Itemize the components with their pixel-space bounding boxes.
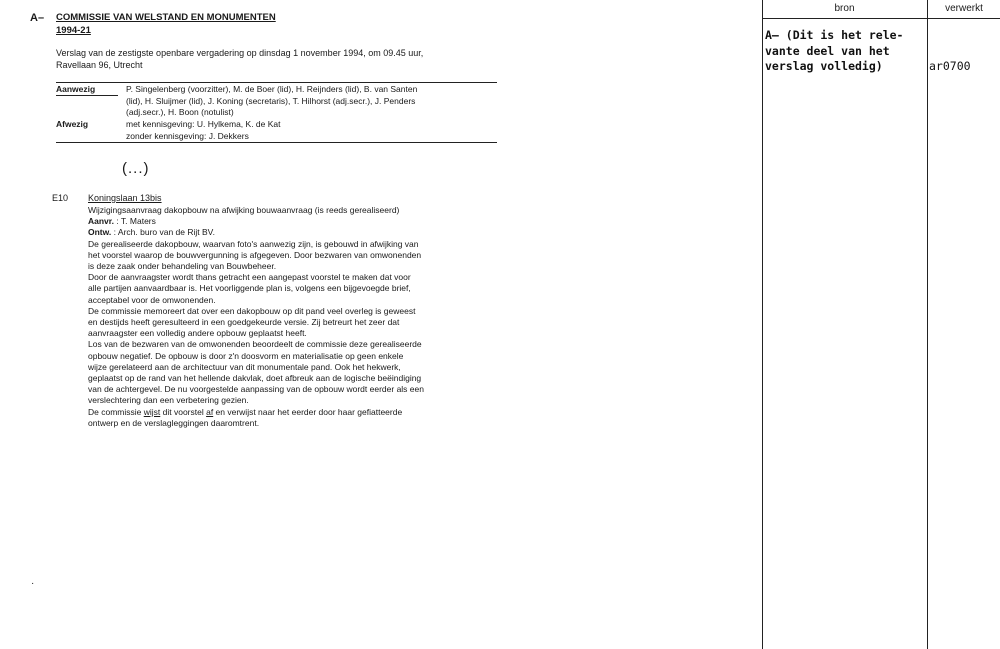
agenda-item-body (88, 205, 498, 429)
body-line: acceptabel voor de omwonenden. (88, 294, 216, 305)
body-line: Los van de bezwaren van de omwonenden beoordeelt de commissie deze gerealiseerde (88, 339, 422, 350)
absent-line-2: zonder kennisgeving: J. Dekkers (126, 130, 249, 141)
decision-text-c: en verwijst naar het eerder door haar gefiatteerde (213, 406, 403, 417)
body-line: wijze gerelateerd aan de architectuur van dit monumentale pand. Ook het hekwerk, (88, 361, 401, 372)
applicant-value: : T. Maters (114, 216, 156, 227)
stray-dot: · (31, 578, 35, 589)
body-line: opbouw negatief. De opbouw is door z'n doosvorm en materialisatie op geen enkele (88, 350, 404, 361)
source-note-line-2: vante deel van het (765, 43, 890, 58)
body-line: verslechtering dan een verbetering gezien. (88, 395, 249, 406)
decision-af: af (206, 406, 214, 417)
decision-text-b: dit voorstel (160, 406, 207, 417)
attendance-top-rule (56, 82, 497, 83)
intro-line-2: Ravellaan 96, Utrecht (56, 60, 143, 70)
body-line: aanvraagster een volledig andere opbouw geplaatst heeft. (88, 328, 307, 339)
absent-list (126, 119, 498, 142)
source-note (765, 28, 903, 75)
decision-text-a: De commissie (88, 406, 144, 417)
source-note-line-1: A– (Dit is het rele- (765, 28, 904, 42)
decision-line-2: ontwerp en de verslagleggingen daaromtrent. (88, 417, 260, 428)
meeting-intro (56, 47, 423, 71)
form-header-rule (762, 18, 1000, 19)
designer-label: Ontw. (88, 227, 112, 238)
absent-label: Afwezig (56, 119, 89, 129)
intro-line-1: Verslag van de zestigste openbare vergadering op dinsdag 1 november 1994, om 09.45 uur, (56, 48, 424, 58)
attendance-bottom-rule (56, 142, 497, 143)
decision-line (88, 407, 498, 418)
item-applicant (88, 216, 498, 227)
body-line: De commissie memoreert dat over een dakopbouw op dit pand veel overleg is geweest (88, 305, 416, 316)
document-number: 1994-21 (56, 25, 91, 36)
present-label-rule (56, 95, 118, 96)
applicant-label: Aanvr. (88, 216, 114, 227)
present-label: Aanwezig (56, 84, 96, 94)
item-designer (88, 227, 498, 238)
present-line-1: P. Singelenberg (voorzitter), M. de Boer (lid), H. Reijnders (lid), B. van Santen (126, 84, 418, 94)
body-line: is deze zaak onder behandeling van Bouwbeheer. (88, 261, 277, 272)
document-title: COMMISSIE VAN WELSTAND EN MONUMENTEN (56, 12, 276, 23)
body-line: geplaatst op de rand van het hellende dakvlak, doet afbreuk aan de logische beëindiging (88, 373, 422, 384)
body-line: De gerealiseerde dakopbouw, waarvan foto's aanwezig zijn, is gebouwd in afwijking van (88, 238, 419, 249)
form-column-divider-left (762, 0, 763, 649)
decision-verb: wijst (143, 406, 161, 417)
column-header-processed: verwerkt (945, 3, 983, 14)
omission-marker: (...) (122, 160, 150, 177)
designer-value: : Arch. buro van de Rijt BV. (111, 227, 215, 238)
absent-line-1: met kennisgeving: U. Hylkema, K. de Kat (126, 119, 281, 129)
column-header-source: bron (834, 3, 855, 14)
agenda-item-address: Koningslaan 13bis (88, 193, 162, 203)
present-list (126, 84, 498, 119)
form-column-divider-right (927, 0, 928, 649)
processed-code: ar0700 (929, 59, 971, 73)
present-line-2: (lid), H. Sluijmer (lid), J. Koning (secretaris), T. Hilhorst (adj.secr.), J. Penders (126, 95, 416, 106)
body-line: Door de aanvraagster wordt thans getracht een aangepast voorstel te maken dat voor (88, 272, 411, 283)
agenda-item-id: E10 (52, 193, 69, 203)
item-subject: Wijzigingsaanvraag dakopbouw na afwijking bouwaanvraag (is reeds gerealiseerd) (88, 205, 400, 215)
body-line: en destijds heeft geresulteerd in een goedgekeurde versie. Zij betreurt het zeer dat (88, 317, 400, 328)
present-line-3: (adj.secr.), H. Boon (notulist) (126, 107, 234, 117)
body-line: alle partijen aanvaardbaar is. Het voorliggende plan is, volgens een bijgevoegde brief, (88, 283, 411, 294)
section-mark: A– (30, 12, 45, 24)
source-note-line-3: verslag volledig) (765, 59, 883, 73)
body-line: van de achtergevel. De nu voorgestelde aanpassing van de opbouw wordt eerder als een (88, 384, 424, 395)
body-line: het voorstel waarop de bouwvergunning is afgegeven. Door bezwaren van omwonenden (88, 249, 422, 260)
